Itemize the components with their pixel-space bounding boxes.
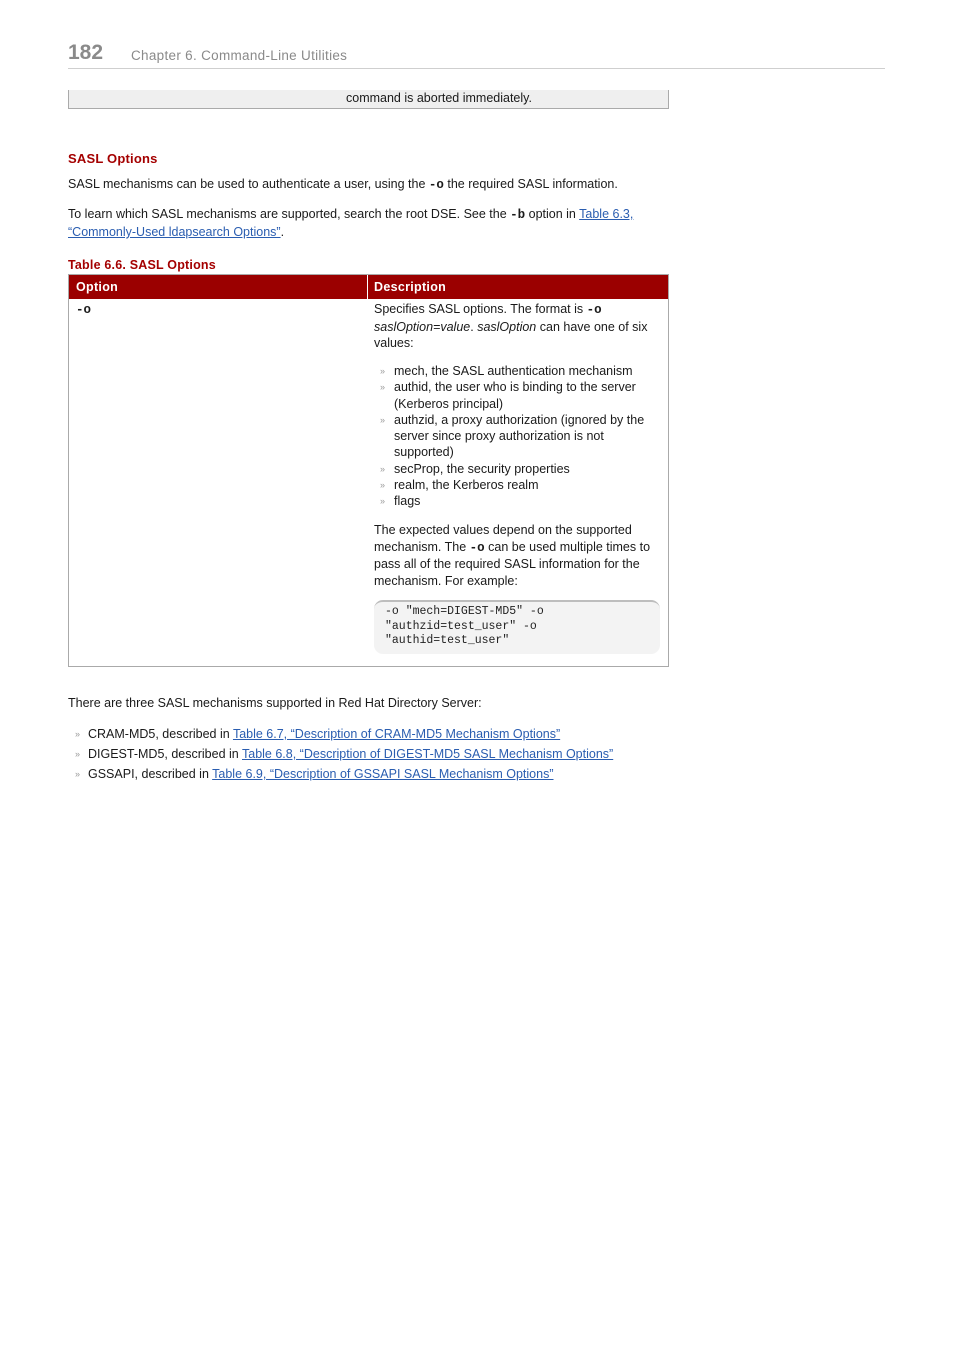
column-header-description: Description (374, 280, 447, 294)
description-outro: The expected values depend on the supported mechanism. The -o can be used multiple times to pass all of the required SASL information for the mechanism. For example: (374, 523, 651, 588)
option-cell: -o (76, 303, 92, 317)
description-intro: Specifies SASL options. The format is -o saslOption=value. saslOption can have one of six values: (374, 302, 648, 350)
sasl-options-table (68, 274, 669, 667)
table-title: Table 6.6. SASL Options (68, 258, 216, 272)
list-item: » DIGEST-MD5, described in Table 6.8, “Description of DIGEST-MD5 SASL Mechanism Options” (68, 744, 613, 764)
table-6-3-link-cont[interactable]: “Commonly-Used ldapsearch Options” (68, 225, 281, 239)
list-item: » authid, the user who is binding to the server (Kerberos principal) (380, 380, 636, 411)
inline-code: -o (469, 540, 485, 555)
list-item: » authzid, a proxy authorization (ignored by the server since proxy authorization is not supported) (380, 412, 645, 460)
intro-paragraph: SASL mechanisms can be used to authenticate a user, using the -o the required SASL information. (68, 177, 618, 192)
table-6-3-link[interactable]: Table 6.3, (579, 207, 634, 221)
previous-table-text: command is aborted immediately. (346, 91, 532, 105)
column-divider (367, 275, 368, 299)
sasl-values-list (374, 363, 664, 510)
list-item: » CRAM-MD5, described in Table 6.7, “Description of CRAM-MD5 Mechanism Options” (68, 724, 613, 744)
table-header-row (69, 275, 668, 299)
list-item: » secProp, the security properties (380, 461, 570, 476)
chevron-right-icon: » (380, 414, 386, 425)
chevron-right-icon: » (380, 463, 386, 474)
section-title: SASL Options (68, 151, 158, 166)
table-6-9-link[interactable]: Table 6.9, “Description of GSSAPI SASL Mechanism Options” (212, 767, 554, 781)
chevron-right-icon: » (75, 749, 81, 759)
chevron-right-icon: » (380, 366, 386, 376)
page-header (68, 40, 885, 69)
previous-table-cell (68, 90, 669, 109)
mechanisms-list (68, 724, 613, 784)
table-6-7-link[interactable]: Table 6.7, “Description of CRAM-MD5 Mechanism Options” (232, 727, 561, 741)
list-item: » mech, the SASL authentication mechanism (380, 364, 633, 378)
table-6-8-link[interactable]: Table 6.8, “Description of DIGEST-MD5 SASL Mechanism Options” (242, 747, 614, 761)
code-example (374, 600, 660, 654)
chevron-right-icon: » (75, 769, 81, 779)
root-dse-paragraph: To learn which SASL mechanisms are supported, search the root DSE. See the -b option in Table 6.3, “Commonly-Used ldapsearch Options”. (68, 207, 634, 239)
chevron-right-icon: » (380, 496, 386, 507)
chevron-right-icon: » (380, 480, 386, 491)
chevron-right-icon: » (380, 382, 386, 393)
chapter-title: Chapter 6. Command-Line Utilities (131, 48, 348, 63)
list-item: » flags (380, 494, 421, 509)
chevron-right-icon: » (75, 729, 81, 739)
inline-code: -o (586, 303, 602, 317)
list-item: » GSSAPI, described in Table 6.9, “Description of GSSAPI SASL Mechanism Options” (68, 764, 613, 784)
mechanisms-intro: There are three SASL mechanisms supported in Red Hat Directory Server: (68, 696, 482, 710)
page-number: 182 (68, 41, 104, 64)
code-text: -o "mech=DIGEST-MD5" -o "authzid=test_user" -o "authid=test_user" (385, 605, 544, 648)
inline-code: -b (510, 208, 526, 222)
column-header-option: Option (76, 280, 119, 294)
inline-code: -o (428, 178, 444, 192)
list-item: » realm, the Kerberos realm (380, 478, 539, 493)
